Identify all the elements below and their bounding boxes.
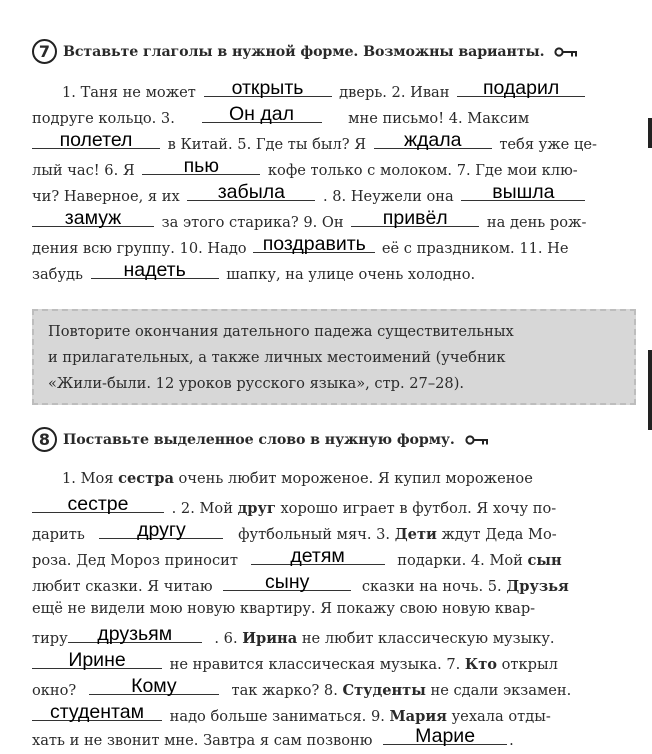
- exercise-8-header: [32, 427, 489, 452]
- text-segment: ждут Деда Мо-: [441, 526, 557, 543]
- text-segment: . 2. Мой: [171, 500, 233, 517]
- text-segment: лый час! 6. Я: [32, 162, 135, 179]
- text-line: [32, 232, 638, 258]
- highlighted-word: сын: [527, 552, 562, 569]
- handwritten-answer: поздравить: [262, 233, 366, 255]
- text-segment: . 6.: [214, 630, 238, 647]
- text-line: [32, 674, 638, 700]
- answer-blank[interactable]: [204, 76, 332, 97]
- text-segment: подруге кольцо. 3.: [32, 110, 175, 127]
- highlighted-word: сестра: [118, 470, 174, 487]
- handwritten-answer: детям: [290, 545, 345, 567]
- handwritten-answer: пью: [183, 155, 219, 177]
- text-segment: дверь. 2. Иван: [339, 84, 450, 101]
- text-segment: тиру: [32, 630, 68, 647]
- highlighted-word: Ирина: [242, 630, 298, 647]
- text-segment: открыл: [501, 656, 558, 673]
- highlighted-word: Кто: [464, 656, 497, 673]
- exercise-7-header: [32, 39, 578, 64]
- page-edge-mark: [648, 350, 652, 430]
- highlighted-word: Мария: [389, 708, 447, 725]
- handwritten-answer: студентам: [50, 701, 144, 723]
- text-segment: 1. Моя: [62, 470, 114, 487]
- key-icon: [554, 46, 578, 58]
- text-segment: за этого старика? 9. Он: [161, 214, 344, 231]
- text-segment: ещё не видели мою новую квартиру. Я покажу свою новую квар-: [32, 600, 536, 617]
- answer-blank[interactable]: [142, 154, 260, 175]
- highlighted-word: Друзья: [506, 578, 569, 595]
- text-line: [32, 180, 638, 206]
- text-segment: очень любит мороженое. Я купил мороженое: [178, 470, 533, 487]
- text-segment: не нравится классическая музыка. 7.: [169, 656, 461, 673]
- handwritten-answer: подарил: [482, 77, 560, 99]
- answer-blank[interactable]: [68, 622, 202, 643]
- answer-blank[interactable]: [202, 102, 322, 123]
- text-line: [32, 518, 638, 544]
- text-segment: роза. Дед Мороз приносит: [32, 552, 238, 569]
- text-line: [32, 700, 638, 726]
- note-line: «Жили-были. 12 уроков русского языка», стр. 27–28).: [48, 375, 465, 392]
- text-line: [32, 466, 638, 492]
- text-line: [32, 206, 638, 232]
- text-segment: дарить: [32, 526, 85, 543]
- answer-blank[interactable]: [223, 570, 351, 591]
- text-segment: сказки на ночь. 5.: [361, 578, 502, 595]
- exercise-title: Вставьте глаголы в нужной форме. Возможны варианты.: [63, 43, 545, 60]
- answer-blank[interactable]: [32, 492, 164, 513]
- highlighted-word: Дети: [394, 526, 437, 543]
- text-segment: 1. Таня не может: [62, 84, 196, 101]
- text-segment: хать и не звонит мне. Завтра я сам позвоню: [32, 732, 373, 749]
- text-line: [32, 648, 638, 674]
- answer-blank[interactable]: [89, 674, 219, 695]
- text-line: [32, 622, 638, 648]
- answer-blank[interactable]: [461, 180, 585, 201]
- handwritten-answer: другу: [137, 519, 186, 541]
- note-line: Повторите окончания дательного падежа существительных: [48, 323, 514, 340]
- exercise-number: 7: [32, 39, 57, 64]
- handwritten-answer: сыну: [265, 571, 310, 593]
- note-line: и прилагательных, а также личных местоимений (учебник: [48, 349, 506, 366]
- text-line: [32, 596, 638, 622]
- text-segment: не любит классическую музыку.: [301, 630, 555, 647]
- text-segment: чи? Наверное, я их: [32, 188, 180, 205]
- text-line: [32, 102, 638, 128]
- text-line: [32, 544, 638, 570]
- text-segment: так жарко? 8.: [231, 682, 338, 699]
- highlighted-word: друг: [237, 500, 276, 517]
- text-line: [32, 128, 638, 154]
- handwritten-answer: вышла: [492, 181, 555, 203]
- handwritten-answer: Он дал: [229, 103, 294, 125]
- answer-blank[interactable]: [32, 648, 162, 669]
- text-segment: тебя уже це-: [499, 136, 597, 153]
- key-icon: [465, 434, 489, 446]
- handwritten-answer: открыть: [231, 77, 304, 99]
- text-segment: не сдали экзамен.: [430, 682, 572, 699]
- text-line: [32, 724, 638, 750]
- text-segment: мне письмо! 4. Максим: [348, 110, 530, 127]
- answer-blank[interactable]: [187, 180, 315, 201]
- text-segment: забудь: [32, 266, 83, 283]
- text-segment: любит сказки. Я читаю: [32, 578, 213, 595]
- text-line: [32, 76, 638, 102]
- text-line: [32, 570, 638, 596]
- text-segment: дения всю группу. 10. Надо: [32, 240, 247, 257]
- handwritten-answer: забыла: [217, 181, 285, 203]
- handwritten-answer: ждала: [403, 129, 462, 151]
- exercise-number: 8: [32, 427, 57, 452]
- answer-blank[interactable]: [457, 76, 585, 97]
- handwritten-answer: сестре: [67, 493, 129, 515]
- handwritten-answer: Марие: [415, 725, 476, 747]
- handwritten-answer: друзьям: [97, 623, 173, 645]
- answer-blank[interactable]: [32, 700, 162, 721]
- text-segment: в Китай. 5. Где ты был? Я: [167, 136, 367, 153]
- text-segment: хорошо играет в футбол. Я хочу по-: [280, 500, 557, 517]
- answer-blank[interactable]: [374, 128, 492, 149]
- answer-blank[interactable]: [383, 724, 507, 745]
- handwritten-answer: полетел: [59, 129, 133, 151]
- text-segment: надо больше заниматься. 9.: [169, 708, 385, 725]
- text-segment: кофе только с молоком. 7. Где мои клю-: [267, 162, 578, 179]
- text-segment: подарки. 4. Мой: [397, 552, 523, 569]
- text-segment: окно?: [32, 682, 77, 699]
- answer-blank[interactable]: [32, 206, 154, 227]
- grammar-note-box: [32, 309, 636, 405]
- exercise-title: Поставьте выделенное слово в нужную форму.: [63, 431, 455, 448]
- text-segment: . 8. Неужели она: [322, 188, 454, 205]
- answer-blank[interactable]: [99, 518, 223, 539]
- handwritten-answer: замуж: [64, 207, 122, 229]
- page-edge-mark: [648, 118, 652, 148]
- text-segment: .: [509, 732, 514, 749]
- answer-blank[interactable]: [351, 206, 479, 227]
- handwritten-answer: надеть: [123, 259, 186, 281]
- answer-blank[interactable]: [32, 128, 160, 149]
- handwritten-answer: привёл: [382, 207, 448, 229]
- text-segment: уехала отды-: [451, 708, 551, 725]
- answer-blank[interactable]: [251, 544, 385, 565]
- handwritten-answer: Ирине: [68, 649, 126, 671]
- text-segment: футбольный мяч. 3.: [238, 526, 391, 543]
- text-line: [32, 492, 638, 518]
- text-segment: на день рож-: [486, 214, 587, 231]
- answer-blank[interactable]: [91, 258, 219, 279]
- text-segment: её с праздником. 11. Не: [381, 240, 569, 257]
- answer-blank[interactable]: [253, 232, 375, 253]
- highlighted-word: Студенты: [342, 682, 426, 699]
- text-segment: шапку, на улице очень холодно.: [226, 266, 476, 283]
- text-line: [32, 258, 638, 284]
- handwritten-answer: Кому: [131, 675, 177, 697]
- text-line: [32, 154, 638, 180]
